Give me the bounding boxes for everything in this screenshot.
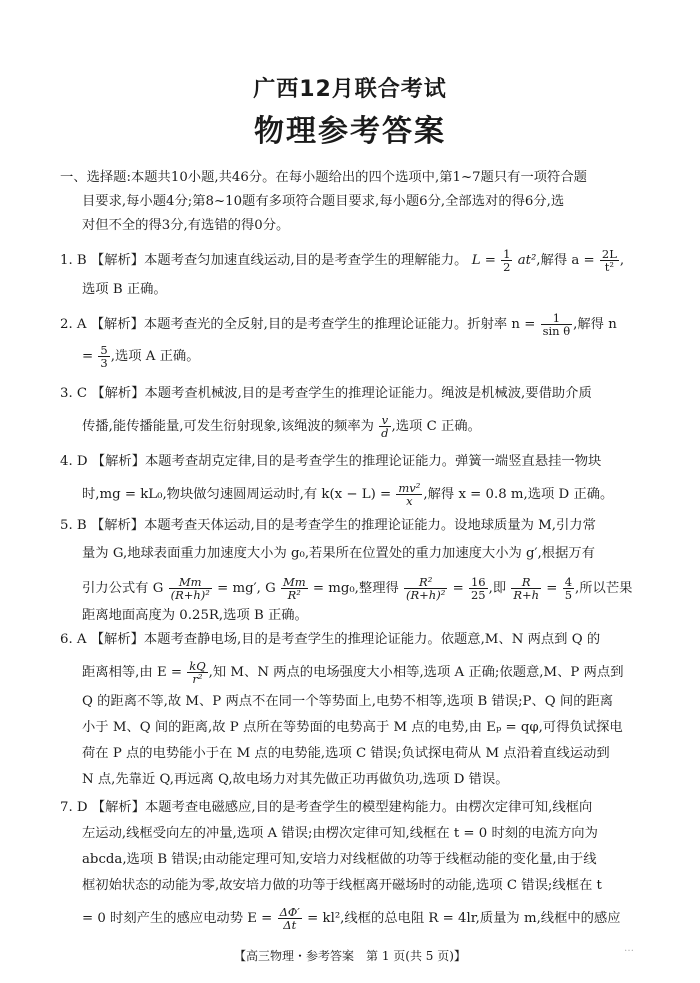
q2-frac-2 bbox=[98, 344, 109, 369]
q2-frac-1-den: sin θ bbox=[542, 324, 571, 338]
section-intro-line-2: 目要求,每小题4分;第8~10题有多项符合题目要求,每小题6分,全部选对的得6分,选 bbox=[82, 194, 565, 209]
q3-line-1: 3. C 【解析】本题考查机械波,目的是考查学生的推理论证能力。绳波是机械波,要借助介质 bbox=[60, 386, 592, 401]
q3-frac bbox=[379, 414, 390, 439]
q2-l2-tail: ,选项 A 正确。 bbox=[110, 349, 200, 365]
q5-line-1: 5. B 【解析】本题考查天体运动,目的是考查学生的推理论证能力。设地球质量为 M,引力常 bbox=[60, 518, 596, 533]
q5-frac-3-num: R² bbox=[404, 576, 447, 589]
q2-head: 2. A 【解析】本题考查光的全反射,目的是考查学生的推理论证能力。折射率 n = bbox=[60, 317, 536, 333]
corner-mark: … bbox=[624, 943, 634, 954]
q6-line-5: 荷在 P 点的电势能小于在 M 点的电势能,选项 C 错误;负试探电荷从 M 点沿着直线运动到 bbox=[82, 746, 610, 761]
q5-frac-6-num: 4 bbox=[564, 576, 573, 589]
q5-frac-4 bbox=[469, 576, 488, 601]
q3-l2-pre: 传播,能传播能量,可发生衍射现象,该绳波的频率为 bbox=[82, 419, 374, 435]
q5-frac-5 bbox=[511, 576, 541, 601]
q2-frac-2-num: 5 bbox=[100, 344, 108, 357]
q5-frac-4-num: 16 bbox=[470, 576, 486, 589]
q4-line-1: 4. D 【解析】本题考查胡克定律,目的是考查学生的推理论证能力。弹簧一端竖直悬挂一物块 bbox=[60, 454, 602, 469]
q5-line-2: 量为 G,地球表面重力加速度大小为 g₀,若果所在位置处的重力加速度大小为 g′,根据万有 bbox=[82, 546, 595, 561]
q4-frac bbox=[396, 482, 422, 507]
q2-line-2 bbox=[82, 344, 650, 369]
q5-frac-6 bbox=[563, 576, 574, 601]
q6-line-4: 小于 M、Q 间的距离,故 P 点所在等势面的电势高于 M 点的电势,由 Eₚ = qφ,可得负试探电 bbox=[82, 720, 623, 735]
q6-frac-num: kQ bbox=[189, 660, 206, 673]
q5-l3-a: 引力公式有 G bbox=[82, 581, 164, 597]
q3-line-2 bbox=[82, 414, 650, 439]
q6-l2-tail: ,知 M、N 两点的电场强度大小相等,选项 A 正确;依题意,M、P 两点到 bbox=[208, 665, 624, 681]
q6-l2-pre: 距离相等,由 E = bbox=[82, 665, 183, 681]
q5-frac-3-den: (R+h)² bbox=[406, 588, 446, 602]
q4-frac-den: x bbox=[406, 494, 413, 508]
q2-l2-pre: = bbox=[82, 349, 94, 365]
q5-line-3 bbox=[82, 576, 650, 601]
q3-frac-num: v bbox=[379, 414, 390, 427]
q1-eq-rhs: at² bbox=[517, 253, 537, 269]
q5-l3-d: = bbox=[452, 581, 464, 597]
q3-frac-den: d bbox=[381, 426, 389, 440]
q7-line-1: 7. D 【解析】本题考查电磁感应,目的是考查学生的模型建构能力。由楞次定律可知,线框向 bbox=[60, 800, 593, 815]
q5-frac-1 bbox=[169, 576, 212, 601]
q1-frac-1 bbox=[501, 248, 512, 273]
q1-head: 1. B 【解析】本题考查匀加速直线运动,目的是考查学生的理解能力。 bbox=[60, 253, 468, 269]
q5-frac-2 bbox=[281, 576, 308, 601]
q2-frac-1-num: 1 bbox=[541, 312, 573, 325]
q1-tail: , bbox=[619, 253, 625, 269]
page-subtitle: 物理参考答案 bbox=[254, 114, 446, 149]
q5-frac-3 bbox=[404, 576, 447, 601]
q6-line-3: Q 的距离不等,故 M、P 两点不在同一个等势面上,电势不相等,选项 B 错误;P、Q 间的距离 bbox=[82, 694, 614, 709]
page-title: 广西12月联合考试 bbox=[253, 77, 447, 102]
q4-frac-num: mv² bbox=[398, 482, 421, 495]
q5-frac-2-num: Mm bbox=[282, 576, 306, 589]
q5-frac-6-den: 5 bbox=[564, 588, 573, 602]
page-footer: 【高三物理・参考答案 第 1 页(共 5 页)】 bbox=[234, 949, 466, 963]
q5-l3-c: = mg₀,整理得 bbox=[312, 581, 399, 597]
q4-l2-pre: 时,mg = kL₀,物块做匀速圆周运动时,有 k(x − L) = bbox=[82, 487, 392, 503]
q7-l5-pre: = 0 时刻产生的感应电动势 E = bbox=[82, 911, 273, 927]
q5-frac-5-den: R+h bbox=[513, 588, 540, 602]
q5-l3-b: = mg′, G bbox=[217, 581, 276, 597]
q2-line-1 bbox=[60, 312, 650, 337]
q1-frac-2-den: t² bbox=[604, 260, 614, 274]
section-intro-line-1: 一、选择题:本题共10小题,共46分。在每小题给出的四个选项中,第1~7题只有一项符合题 bbox=[60, 170, 587, 185]
q7-frac-num: ΔΦ′ bbox=[279, 906, 300, 919]
q5-frac-5-num: R bbox=[511, 576, 541, 589]
q7-line-3: abcda,选项 B 错误;由动能定理可知,安培力对线框做的功等于线框动能的变化量,由于线 bbox=[82, 852, 597, 867]
q1-mid: ,解得 a = bbox=[536, 253, 595, 269]
q5-frac-1-den: (R+h)² bbox=[170, 588, 210, 602]
q6-frac-den: r² bbox=[192, 672, 203, 686]
q3-l2-tail: ,选项 C 正确。 bbox=[391, 419, 481, 435]
section-intro-line-3: 对但不全的得3分,有选错的得0分。 bbox=[82, 218, 290, 233]
q1-line-2: 选项 B 正确。 bbox=[82, 282, 167, 297]
q5-frac-1-num: Mm bbox=[169, 576, 212, 589]
q1-line-1 bbox=[60, 248, 650, 273]
q7-line-5 bbox=[82, 906, 650, 931]
q2-tail: ,解得 n bbox=[573, 317, 617, 333]
q5-l3-f: = bbox=[546, 581, 558, 597]
q7-line-4: 框初始状态的动能为零,故安培力做的功等于线框离开磁场时的动能,选项 C 错误;线框在 t bbox=[82, 878, 602, 893]
q4-line-2 bbox=[82, 482, 650, 507]
q7-l5-tail: = kl²,线框的总电阻 R = 4lr,质量为 m,线框中的感应 bbox=[307, 911, 621, 927]
q5-frac-4-den: 25 bbox=[470, 588, 486, 602]
q6-frac bbox=[187, 660, 207, 685]
q6-line-1: 6. A 【解析】本题考查静电场,目的是考查学生的推理论证能力。依题意,M、N 两点到 Q 的 bbox=[60, 632, 601, 647]
q5-l3-g: ,所以芒果 bbox=[575, 581, 633, 597]
q7-frac-den: Δt bbox=[283, 918, 297, 932]
q5-line-4: 距离地面高度为 0.25R,选项 B 正确。 bbox=[82, 608, 308, 623]
q1-frac-1-num: 1 bbox=[503, 248, 511, 261]
q1-frac-1-den: 2 bbox=[503, 260, 511, 274]
q6-line-2 bbox=[82, 660, 650, 685]
q1-frac-2-num: 2L bbox=[601, 248, 617, 261]
q2-frac-1 bbox=[541, 312, 573, 337]
q5-l3-e: ,即 bbox=[488, 581, 507, 597]
q7-frac bbox=[278, 906, 302, 931]
q6-line-6: N 点,先靠近 Q,再远离 Q,故电场力对其先做正功再做负功,选项 D 错误。 bbox=[82, 772, 509, 787]
q7-line-2: 左运动,线框受向左的冲量,选项 A 错误;由楞次定律可知,线框在 t = 0 时刻的电流方向为 bbox=[82, 826, 598, 841]
q4-l2-tail: ,解得 x = 0.8 m,选项 D 正确。 bbox=[423, 487, 614, 503]
q2-frac-2-den: 3 bbox=[100, 356, 108, 370]
q1-frac-2 bbox=[600, 248, 619, 273]
q5-frac-2-den: R² bbox=[287, 588, 301, 602]
q1-eq-lhs: L = bbox=[471, 253, 496, 269]
